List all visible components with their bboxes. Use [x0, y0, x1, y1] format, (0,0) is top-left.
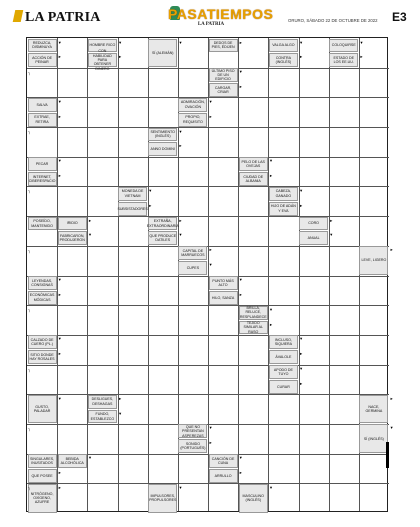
arrow-right-icon: ▸: [58, 469, 61, 475]
clue-cell: HOMBRE RICO: [88, 39, 117, 53]
newspaper-logo: [14, 10, 101, 26]
grid-column-line: [57, 38, 58, 511]
arrow-right-icon: ▸: [119, 54, 122, 60]
clue-cell: SINGULARES, INUSITADOS: [28, 454, 57, 468]
arrow-right-icon: ▸: [239, 39, 242, 45]
row-marker-icon: ┐: [28, 188, 31, 194]
clue-cell: FUNDO, ESTABLEZCO: [88, 410, 117, 424]
arrow-right-icon: ▸: [58, 291, 61, 297]
grid-column-line: [268, 38, 269, 511]
arrow-right-icon: ▸: [390, 247, 393, 253]
clue-cell: REDUZCA, DISMINUYA: [28, 39, 57, 53]
arrow-down-icon: ▾: [58, 158, 61, 164]
arrow-right-icon: ▸: [390, 395, 393, 401]
arrow-down-icon: ▾: [209, 98, 212, 104]
arrow-down-icon: ▾: [209, 425, 212, 431]
clue-cell: EXTRAÑA, EXTRAORDINARIA: [148, 217, 177, 231]
clue-cell: SITIO DONDE HAY ROSALES: [28, 350, 57, 364]
grid-row-line: [27, 157, 389, 158]
crossword-grid: [26, 37, 393, 512]
dateline: ORURO, SÁBADO 22 DE OCTUBRE DE 2022: [288, 18, 378, 23]
arrow-down-icon: ▾: [360, 39, 363, 45]
arrow-down-icon: ▾: [209, 262, 212, 268]
clue-cell: CAPITAL DE MARRUECOS: [178, 246, 207, 260]
arrow-down-icon: ▾: [119, 39, 122, 45]
grid-row-line: [27, 305, 389, 306]
row-marker-icon: ┐: [28, 129, 31, 135]
clue-cell: QUE POSEE: [28, 469, 57, 483]
logo-mark-icon: [13, 10, 24, 22]
arrow-down-icon: ▾: [58, 277, 61, 282]
clue-cell: BEBIDA ALCOHÓLICA: [58, 454, 87, 468]
clue-cell: ACCIÓN DE PEINAR: [28, 53, 57, 67]
clue-cell: FABRICARON, PRODUJERON: [58, 231, 87, 245]
black-block: [386, 442, 389, 469]
arrow-down-icon: ▾: [179, 484, 182, 490]
clue-cell: PROPIO, REQUISITO: [178, 113, 207, 127]
grid-row-line: [27, 394, 389, 395]
clue-cell: CURAR: [269, 380, 298, 394]
clue-cell: MASCULINO (INGLÉS): [239, 484, 268, 513]
clue-cell: INCLUSO, SIQUIERA: [269, 335, 298, 349]
grid-row-line: [27, 365, 389, 366]
clue-cell: ESTADO DE LOS EE.UU.: [329, 53, 358, 67]
arrow-right-icon: ▸: [239, 84, 242, 90]
clue-cell: QUE PRODUCE DATILES: [148, 231, 177, 245]
clue-cell: SONIDO (PORTUGUÉS): [178, 439, 207, 453]
arrow-down-icon: ▾: [88, 455, 92, 461]
arrow-down-icon: ▾: [239, 277, 242, 282]
clue-cell: GUSTO, PALADAR: [28, 395, 57, 424]
arrow-down-icon: ▾: [390, 425, 393, 431]
clue-cell: VALGA ALGO: [269, 39, 298, 53]
clue-cell: PECAR: [28, 157, 57, 171]
grid-row-line: [27, 97, 389, 98]
clue-cell: TEJIDO SIMILAR AL RASO: [239, 321, 268, 335]
arrow-right-icon: ▸: [300, 202, 303, 208]
grid-column-line: [87, 38, 88, 511]
clue-cell: CALZADO DE CUERO (PL.): [28, 335, 57, 349]
clue-cell: BRILLA, RELUCE, RESPLANDECE: [239, 306, 267, 319]
clue-cell: HIJO DE ADÁN Y EVA: [269, 202, 298, 216]
arrow-right-icon: ▸: [209, 440, 212, 446]
clue-cell: PUNTO MÁS ALTO: [209, 276, 238, 290]
grid-row-line: [27, 127, 389, 128]
grid-row-line: [27, 483, 389, 484]
arrow-right-icon: ▸: [300, 54, 303, 60]
page-number: E3: [392, 10, 407, 24]
arrow-right-icon: ▸: [58, 173, 61, 179]
row-marker-icon: ┐: [28, 247, 31, 253]
grid-column-line: [329, 38, 333, 511]
arrow-right-icon: ▸: [269, 173, 273, 179]
arrow-right-icon: ▸: [58, 113, 61, 119]
arrow-down-icon: ▾: [58, 336, 61, 342]
clue-cell: CIUDAD DE ALBANIA: [239, 172, 268, 186]
grid-column-line: [238, 38, 239, 511]
arrow-down-icon: ▾: [300, 366, 303, 372]
arrow-right-icon: ▸: [149, 202, 152, 208]
clue-cell: ARRULLO: [209, 469, 238, 483]
arrow-right-icon: ▸: [88, 217, 92, 223]
row-marker-icon: ┐: [28, 69, 31, 75]
arrow-right-icon: ▸: [179, 143, 182, 149]
arrow-right-icon: ▸: [300, 380, 303, 386]
clue-cell: NACE, GERMINA: [359, 395, 388, 424]
arrow-down-icon: ▾: [58, 98, 61, 104]
arrow-right-icon: ▸: [330, 217, 333, 223]
clue-cell: CARGAR, CRIAR: [209, 83, 238, 97]
clue-cell: ANUAL: [299, 231, 328, 245]
clue-cell: MONEDA DE VIETNAM: [118, 187, 147, 201]
newspaper-name: LA PATRIA: [25, 10, 101, 25]
clue-cell: DEDOS DE PIES, ÉDIJEN: [209, 39, 238, 53]
clue-cell: CANCIÓN DE CUNA: [209, 454, 238, 468]
grid-row-line: [27, 186, 389, 187]
clue-cell: CORO: [299, 217, 328, 231]
clue-cell: HABILIDAD PARA OBTENER DINERO: [88, 53, 117, 67]
grid-column-line: [299, 38, 303, 511]
arrow-right-icon: ▸: [239, 469, 242, 475]
clue-cell: INTERNET, CIBERESPACIO: [28, 172, 57, 186]
arrow-down-icon: ▾: [179, 128, 182, 134]
clue-cell: LEVE, LIGERO: [359, 246, 388, 275]
clue-cell: ANNO DOMINI: [148, 142, 177, 156]
arrow-right-icon: ▸: [58, 484, 61, 490]
clue-cell: EXTRAE, RETIRA: [28, 113, 57, 127]
arrow-right-icon: ▸: [119, 395, 122, 401]
clue-cell: POSEÍDO, MANTENIDO: [28, 217, 57, 231]
arrow-down-icon: ▾: [119, 410, 122, 416]
row-marker-icon: ┐: [28, 425, 31, 431]
grid-row-line: [27, 335, 389, 336]
clue-cell: QUE NO PRESENTAN ASPEREZAS: [178, 424, 207, 438]
clue-cell: SÍ (INGLÉS): [359, 424, 388, 453]
arrow-down-icon: ▾: [88, 232, 92, 238]
row-marker-icon: ┐: [28, 307, 31, 313]
clue-cell: APODO DE TUYO: [269, 365, 298, 379]
grid-column-line: [148, 38, 152, 511]
clue-cell: ECONÓMICAS MÓDICAS: [28, 291, 57, 305]
clue-cell: ÁVALOLE: [269, 350, 298, 364]
clue-cell: IMPULSORES, PROPULSORES: [148, 484, 177, 513]
arrow-right-icon: ▸: [269, 321, 273, 327]
arrow-down-icon: ▾: [58, 39, 61, 45]
page-header: [0, 0, 420, 34]
arrow-down-icon: ▾: [269, 158, 273, 164]
arrow-right-icon: ▸: [360, 54, 363, 60]
arrow-right-icon: ▸: [239, 291, 242, 297]
clue-cell: ÚLTIMO PISO DE UN EDIFICIO: [209, 68, 238, 82]
arrow-down-icon: ▾: [179, 232, 182, 238]
arrow-down-icon: ▾: [300, 187, 303, 193]
arrow-down-icon: ▾: [149, 187, 152, 193]
clue-cell: ADMIRACIÓN, OVACIÓN: [178, 98, 207, 112]
grid-row-line: [27, 424, 389, 425]
clue-cell: SENTIMIENTO (INGLÉS): [148, 128, 177, 142]
section-title: PASATIEMPOS: [168, 6, 274, 22]
clue-cell: SALVA: [28, 98, 57, 112]
row-marker-icon: ┐: [28, 366, 31, 372]
clue-cell: NITRÓGENO, OXÍGENO, AZUFRE: [28, 484, 57, 513]
arrow-down-icon: ▾: [300, 336, 303, 342]
clue-cell: CUPES: [178, 261, 207, 275]
arrow-right-icon: ▸: [209, 247, 212, 253]
clue-cell: CONTRA (INGLÉS): [269, 53, 298, 67]
arrow-down-icon: ▾: [300, 39, 303, 45]
section-subtitle: LA PATRIA: [197, 22, 225, 27]
clue-cell: PELO DE LAS OVEJAS: [239, 157, 268, 171]
clue-cell: SÍ (ALEMÁN): [148, 39, 177, 68]
arrow-down-icon: ▾: [330, 232, 333, 238]
section-logo: [168, 6, 274, 32]
arrow-right-icon: ▸: [209, 113, 212, 119]
arrow-down-icon: ▾: [58, 395, 61, 401]
clue-cell: SUBSISTADORES: [118, 202, 147, 216]
grid-column-line: [118, 38, 122, 511]
arrow-right-icon: ▸: [58, 351, 61, 357]
arrow-down-icon: ▾: [269, 484, 273, 490]
arrow-right-icon: ▸: [58, 54, 61, 60]
clue-cell: COLOQUIRSE: [329, 39, 358, 53]
clue-cell: HILO, SANZA: [209, 291, 238, 305]
grid-row-line: [27, 246, 389, 247]
arrow-right-icon: ▸: [300, 351, 303, 357]
arrow-down-icon: ▾: [179, 39, 182, 45]
clue-cell: DESLIGUES, DESHAGAS: [88, 395, 117, 409]
clue-cell: CABEZA, GANADO: [269, 187, 298, 201]
row-marker-icon: ┐: [28, 485, 31, 491]
arrow-right-icon: ▸: [179, 217, 182, 223]
clue-cell: LEYENDAS, CONSIGNAS: [28, 276, 57, 290]
clue-cell: IRIDIO: [58, 217, 87, 231]
arrow-down-icon: ▾: [239, 69, 242, 75]
arrow-down-icon: ▾: [269, 306, 273, 312]
arrow-down-icon: ▾: [239, 455, 242, 461]
